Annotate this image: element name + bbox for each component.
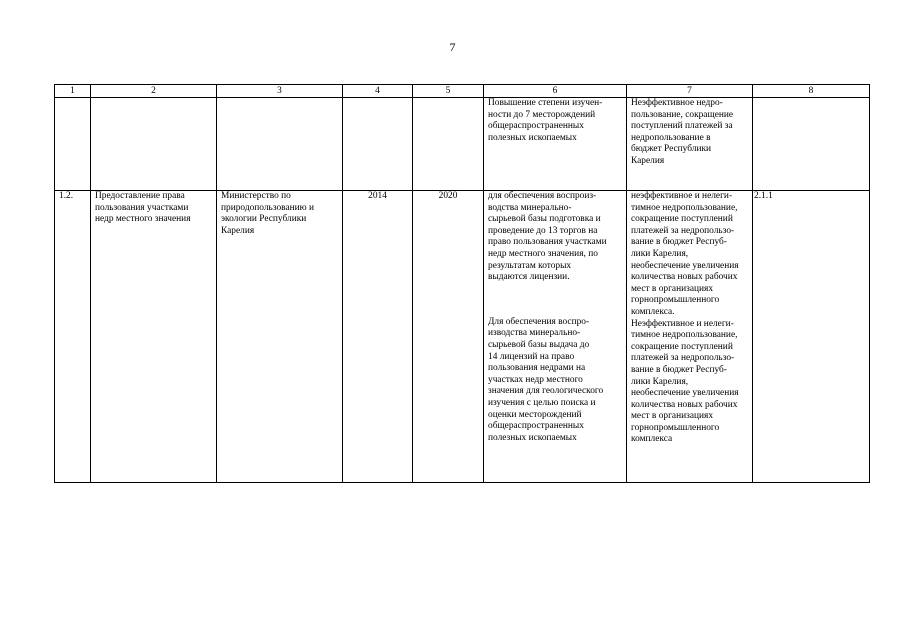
text-line: горнопромышленного xyxy=(631,422,720,433)
table-header-row xyxy=(55,85,870,98)
text-line: водства минерально- xyxy=(488,202,572,213)
text-line: общераспространенных xyxy=(488,121,584,132)
text-line: пользования участками xyxy=(95,202,189,213)
text-line: Предоставление права xyxy=(95,191,185,201)
text-line: количества новых рабочих xyxy=(631,399,738,410)
table-cell-executor xyxy=(217,191,343,483)
page-number: 7 xyxy=(449,40,456,54)
goals-text-part-1 xyxy=(488,191,622,284)
text-line: тимное недропользование, xyxy=(631,202,738,213)
column-header: 8 xyxy=(753,85,870,98)
text-line: платежей за недропользо- xyxy=(631,225,735,236)
text-line: сырьевой базы выдача до xyxy=(488,339,590,350)
text-line: мест в организациях xyxy=(631,411,714,422)
text-line: недр местного значения, по xyxy=(488,248,598,259)
text-line: общераспространенных xyxy=(488,421,584,432)
text-line: значения для геологического xyxy=(488,386,604,397)
table-cell xyxy=(413,98,484,191)
text-line: необеспечение увеличения xyxy=(631,260,739,271)
text-line: платежей за недропользо- xyxy=(631,353,735,364)
text-line: неэффективное и нелеги- xyxy=(631,191,733,201)
text-line: Неэффективное недро- xyxy=(631,98,723,108)
text-line: полезных ископаемых xyxy=(488,132,577,143)
text-line: Повышение степени изучен- xyxy=(488,98,603,108)
table-cell xyxy=(753,98,870,191)
table-cell-goals xyxy=(484,98,627,191)
text-line: Для обеспечения воспро- xyxy=(488,316,590,327)
text-line: комплекса xyxy=(631,434,673,445)
goals-text-part-2 xyxy=(488,317,622,445)
text-line: тимное недропользование, xyxy=(631,330,738,341)
table-cell-risks xyxy=(627,191,753,483)
text-line: бюджет Республики xyxy=(631,144,712,155)
text-line: ности до 7 месторождений xyxy=(488,109,596,120)
table-row xyxy=(55,191,870,483)
text-line: пользование, сокращение xyxy=(631,109,734,120)
text-line: пользования недрами на xyxy=(488,363,586,374)
document-table xyxy=(54,84,870,483)
text-line: право пользования участками xyxy=(488,237,607,248)
table-cell xyxy=(217,98,343,191)
column-header: 3 xyxy=(217,85,343,98)
column-header: 2 xyxy=(91,85,217,98)
column-header: 6 xyxy=(484,85,627,98)
text-line: поступлений платежей за xyxy=(631,121,733,132)
text-line: мест в организациях xyxy=(631,283,714,294)
text-line: природопользованию и xyxy=(221,202,315,213)
text-line: результатам которых xyxy=(488,260,572,271)
text-line: изводства минерально- xyxy=(488,328,581,339)
text-line: количества новых рабочих xyxy=(631,272,738,283)
text-line: сырьевой базы подготовка и xyxy=(488,214,601,225)
text-line: горнопромышленного xyxy=(631,295,720,306)
text-line: Карелия xyxy=(221,225,255,236)
table-cell xyxy=(55,98,91,191)
text-line: полезных ископаемых xyxy=(488,432,577,443)
text-line: вание в бюджет Респуб- xyxy=(631,237,727,248)
table-cell-start-year: 2014 xyxy=(343,191,413,483)
text-line: недропользование в xyxy=(631,132,711,143)
text-line: Неэффективное и нелеги- xyxy=(631,318,734,329)
table-cell-indicator: 2.1.1 xyxy=(753,191,870,483)
table-cell xyxy=(91,98,217,191)
text-line: Карелия xyxy=(631,155,665,166)
text-line: сокращение поступлений xyxy=(631,341,733,352)
table-row xyxy=(55,98,870,191)
table-cell-goals xyxy=(484,191,627,483)
text-line: лики Карелия, xyxy=(631,376,689,387)
column-header: 1 xyxy=(55,85,91,98)
text-line: экологии Республики xyxy=(221,214,307,225)
text-line: недр местного значения xyxy=(95,214,191,225)
text-line: сокращение поступлений xyxy=(631,214,733,225)
table-cell-number: 1.2. xyxy=(55,191,91,483)
text-line: изучения с целью поиска и xyxy=(488,397,596,408)
text-line: вание в бюджет Респуб- xyxy=(631,364,727,375)
table-cell-measure xyxy=(91,191,217,483)
text-line: для обеспечения воспроиз- xyxy=(488,191,597,201)
column-header: 4 xyxy=(343,85,413,98)
text-line: комплекса. xyxy=(631,306,675,317)
column-header: 5 xyxy=(413,85,484,98)
text-line: необеспечение увеличения xyxy=(631,388,739,399)
table-cell xyxy=(343,98,413,191)
text-line: лики Карелия, xyxy=(631,248,689,259)
text-line: 14 лицензий на право xyxy=(488,351,575,362)
text-line: Министерство по xyxy=(221,191,291,201)
text-line: участках недр местного xyxy=(488,374,583,385)
column-header: 7 xyxy=(627,85,753,98)
table-cell-risks xyxy=(627,98,753,191)
table-cell-end-year: 2020 xyxy=(413,191,484,483)
text-line: выдаются лицензии. xyxy=(488,272,570,283)
text-line: проведение до 13 торгов на xyxy=(488,225,598,236)
text-line: оценки месторождений xyxy=(488,409,582,420)
